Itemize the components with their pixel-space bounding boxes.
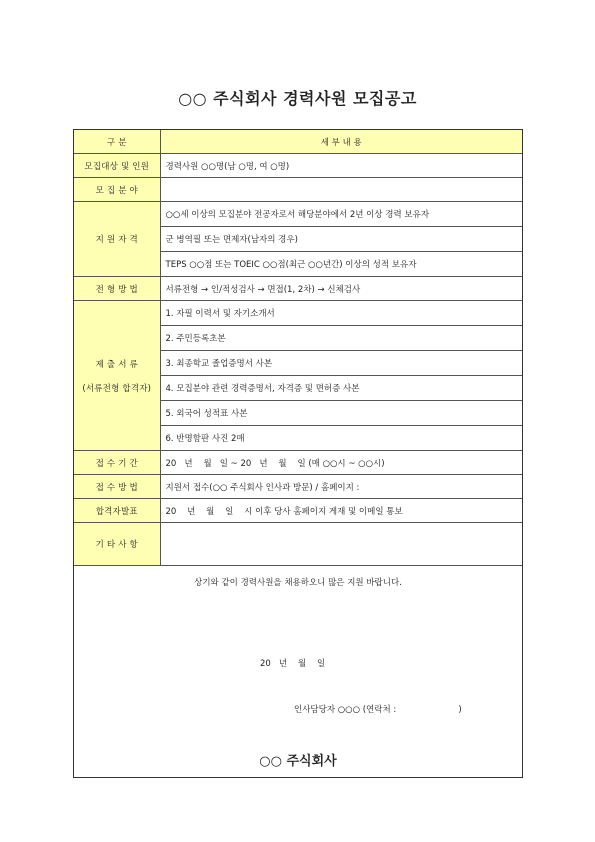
row-label-misc: 기 타 사 항 bbox=[74, 523, 160, 566]
documents-sublabel: (서류전형 합격자) bbox=[82, 383, 152, 394]
row-label-recruit-field: 모 집 분 야 bbox=[74, 178, 160, 202]
qualification-item: 군 병역필 또는 면제자(남자의 경우) bbox=[160, 227, 522, 252]
row-value-recruit-target: 경력사원 ○○명(남 ○명, 여 ○명) bbox=[160, 154, 522, 178]
row-label-selection: 전 형 방 법 bbox=[74, 277, 160, 301]
qualification-item: TEPS ○○점 또는 TOEIC ○○점(최근 ○○년간) 이상의 성적 보유자 bbox=[160, 252, 522, 277]
closing-message: 상기와 같이 경력사원을 채용하오니 많은 지원 바랍니다. bbox=[194, 578, 402, 588]
row-value-misc bbox=[160, 523, 522, 566]
row-label-qualification: 지 원 자 격 bbox=[74, 202, 160, 277]
row-label-period: 접 수 기 간 bbox=[74, 451, 160, 475]
table-row bbox=[74, 154, 522, 178]
table-row bbox=[74, 523, 522, 566]
table-row bbox=[74, 451, 522, 475]
document-item: 2. 주민등록초본 bbox=[160, 326, 522, 351]
table-row bbox=[74, 277, 522, 301]
company-name: ○○ 주식회사 bbox=[259, 754, 337, 769]
document-item: 3. 최종학교 졸업증명서 사본 bbox=[160, 351, 522, 376]
documents-label: 제 출 서 류 bbox=[95, 359, 138, 370]
row-label-documents bbox=[74, 301, 160, 451]
page-title: ○○ 주식회사 경력사원 모집공고 bbox=[178, 89, 417, 108]
header-details: 세 부 내 용 bbox=[160, 130, 522, 154]
row-value-period: 20 년 월 일 ~ 20 년 월 일 (매 ○○시 ~ ○○시) bbox=[160, 451, 522, 475]
row-label-recruit-target: 모집대상 및 인원 bbox=[74, 154, 160, 178]
row-value-recruit-field bbox=[160, 178, 522, 202]
table-row bbox=[74, 202, 522, 227]
document-item: 5. 외국어 성적표 사본 bbox=[160, 401, 522, 426]
row-label-announce: 합격자발표 bbox=[74, 499, 160, 523]
table-row bbox=[74, 178, 522, 202]
closing-date: 20 년 월 일 bbox=[260, 659, 326, 669]
row-value-announce: 20 년 월 일 시 이후 당사 홈페이지 게재 및 이메일 통보 bbox=[160, 499, 522, 523]
row-value-method: 지원서 접수(○○ 주식회사 인사과 방문) / 홈페이지 : bbox=[160, 475, 522, 499]
row-label-method: 접 수 방 법 bbox=[74, 475, 160, 499]
recruitment-form bbox=[73, 129, 523, 778]
table-row bbox=[74, 499, 522, 523]
document-item: 4. 모집분야 관련 경력증명서, 자격증 및 면허증 사본 bbox=[160, 376, 522, 401]
document-item: 6. 반명함판 사진 2매 bbox=[160, 426, 522, 451]
table-row bbox=[74, 475, 522, 499]
table-header-row bbox=[74, 130, 522, 154]
header-category: 구 분 bbox=[74, 130, 160, 154]
document-item: 1. 자필 이력서 및 자기소개서 bbox=[160, 301, 522, 326]
table-row bbox=[74, 301, 522, 326]
qualification-item: ○○세 이상의 모집분야 전공자로서 해당분야에서 2년 이상 경력 보유자 bbox=[160, 202, 522, 227]
recruitment-table bbox=[74, 130, 522, 566]
closing-contact: 인사담당자 ○○○ (연락처 : ) bbox=[294, 705, 462, 715]
row-value-selection: 서류전형 → 인/적성검사 → 면접(1, 2차) → 신체검사 bbox=[160, 277, 522, 301]
